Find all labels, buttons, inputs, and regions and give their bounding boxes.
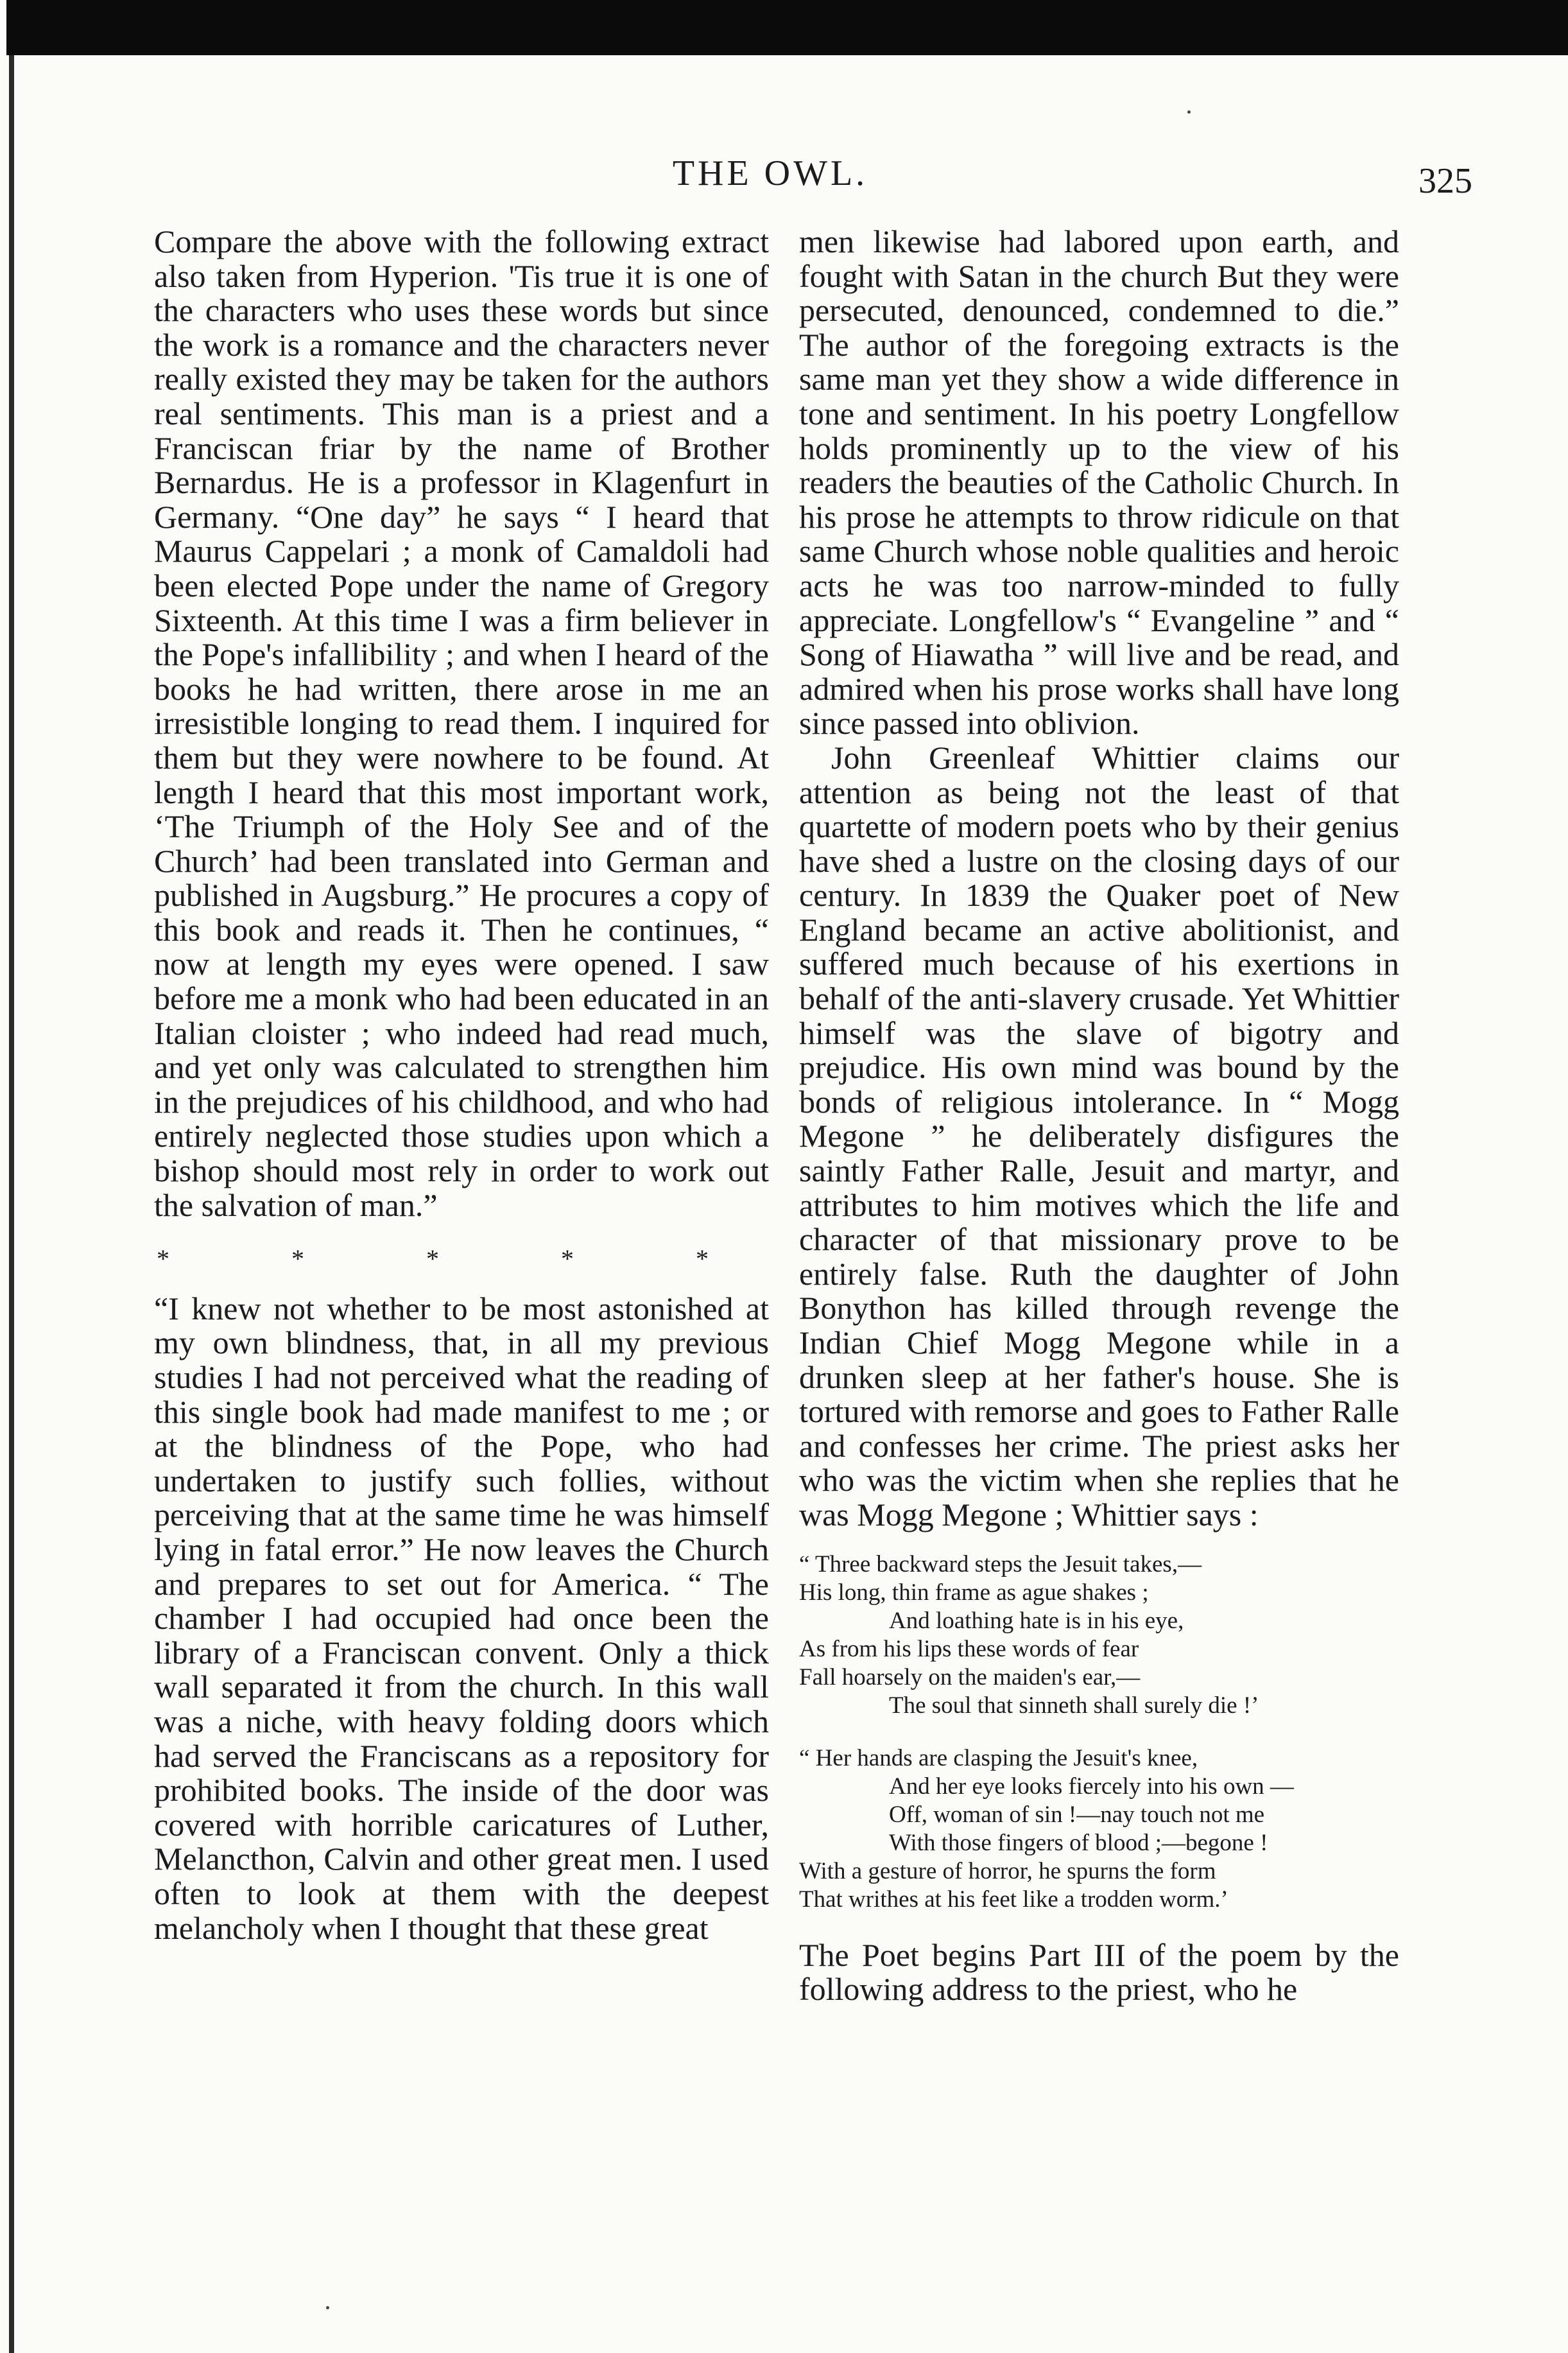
verse-line: Fall hoarsely on the maiden's ear,— bbox=[799, 1663, 1141, 1690]
verse-line: With those fingers of blood ;—begone ! bbox=[889, 1829, 1268, 1856]
verse-line: And loathing hate is in his eye, bbox=[889, 1607, 1184, 1634]
paragraph: Compare the above with the following extract also taken from Hyperion. 'Tis true it is one of the characters who uses these words but since the work is a romance and the characters never really existed they may be taken for the authors real sentiments. This man is a priest and a Franciscan friar by the name of Brother Bernardus. He is a professor in Klagenfurt in Germany. “One day” he says “ I heard that Maurus Cappelari ; a monk of Camaldoli had been elected Pope under the name of Gregory Sixteenth. At this time I was a firm believer in the Pope's infallibility ; and when I heard of the books he had written, there arose in me an irresistible longing to read them. I inquired for them but they were nowhere to be found. At length I heard that this most important work, ‘The Triumph of the Holy See and of the Church’ had been translated into German and published in Augsburg.” He procures a copy of this book and reads it. Then he continues, “ now at length my eyes were opened. I saw before me a monk who had been educated in an Italian cloister ; who indeed had read much, and yet only was calculated to strengthen him in the prejudices of his childhood, and who had entirely neglected those studies upon which a bishop should most rely in order to work out the salvation of man.” bbox=[154, 223, 769, 1223]
section-break: * * * * * bbox=[157, 1244, 766, 1274]
left-column bbox=[154, 225, 769, 1945]
print-speck bbox=[326, 2306, 329, 2309]
verse-line: “ Her hands are clasping the Jesuit's knee, bbox=[799, 1744, 1198, 1771]
top-border bbox=[6, 0, 1568, 55]
right-column bbox=[799, 225, 1399, 2007]
paragraph: men likewise had labored upon earth, and fought with Satan in the church But they were persecuted, denounced, condemned to die.” The author of the foregoing extracts is the same man yet they show a wide difference in tone and sentiment. In his poetry Longfellow holds prominently up to the view of his readers the beauties of the Catholic Church. In his prose he attempts to throw ridicule on that same Church whose noble qualities and heroic acts he was too narrow-minded to fully appreciate. Longfellow's “ Evangeline ” and “ Song of Hiawatha ” will live and be read, and admired when his prose works shall have long since passed into oblivion. bbox=[799, 223, 1399, 742]
verse-line: As from his lips these words of fear bbox=[799, 1635, 1139, 1662]
page-title: THE OWL. bbox=[672, 153, 868, 193]
page-number: 325 bbox=[1418, 161, 1472, 201]
verse-spacer bbox=[799, 1720, 1399, 1744]
paragraph: “I knew not whether to be most astonished at my own blindness, that, in all my previous studies I had not perceived what the reading of this single book had made manifest to me ; or at the blindness of the Pope, who had undertaken to justify such follies, without perceiving that at the same time he was himself lying in fatal error.” He now leaves the Church and prepares to set out for America. “ The chamber I had occupied had once been the library of a Franciscan convent. Only a thick wall separated it from the church. In this wall was a niche, with heavy folding doors which had served the Franciscans as a repository for prohibited books. The inside of the door was covered with horrible caricatures of Luther, Melancthon, Calvin and other great men. I used often to look at them with the deepest melancholy when I thought that these great bbox=[154, 1290, 769, 1946]
verse-line: “ Three backward steps the Jesuit takes,— bbox=[799, 1550, 1202, 1577]
print-speck bbox=[1187, 110, 1191, 114]
verse-line: The soul that sinneth shall surely die !’ bbox=[889, 1692, 1259, 1719]
verse-line: Off, woman of sin !—nay touch not me bbox=[889, 1801, 1265, 1828]
paragraph: The Poet begins Part III of the poem by the following address to the priest, who he bbox=[799, 1936, 1399, 2008]
verse-line: His long, thin frame as ague shakes ; bbox=[799, 1579, 1149, 1606]
verse-stanza-2 bbox=[799, 1744, 1399, 1914]
verse-line: That writhes at his feet like a trodden worm.’ bbox=[799, 1886, 1228, 1913]
verse-stanza-1 bbox=[799, 1550, 1399, 1720]
verse-line: With a gesture of horror, he spurns the form bbox=[799, 1857, 1216, 1884]
verse-line: And her eye looks fiercely into his own — bbox=[889, 1773, 1294, 1800]
paragraph: John Greenleaf Whittier claims our attention as being not the least of that quartette of modern poets who by their genius have shed a lustre on the closing days of our century. In 1839 the Quaker poet of New England became an active abolitionist, and suffered much because of his exertions in behalf of the anti-slavery crusade. Yet Whittier himself was the slave of bigotry and prejudice. His own mind was bound by the bonds of religious intolerance. In “ Mogg Megone ” he deliberately disfigures the saintly Father Ralle, Jesuit and martyr, and attributes to him motives which the life and character of that missionary prove to be entirely false. Ruth the daughter of John Bonython has killed through revenge the Indian Chief Mogg Megone while in a drunken sleep at her father's house. She is tortured with remorse and goes to Father Ralle and confesses her crime. The priest asks her who was the victim when she replies that he was Mogg Megone ; Whittier says : bbox=[799, 739, 1399, 1532]
left-border bbox=[9, 55, 14, 2353]
